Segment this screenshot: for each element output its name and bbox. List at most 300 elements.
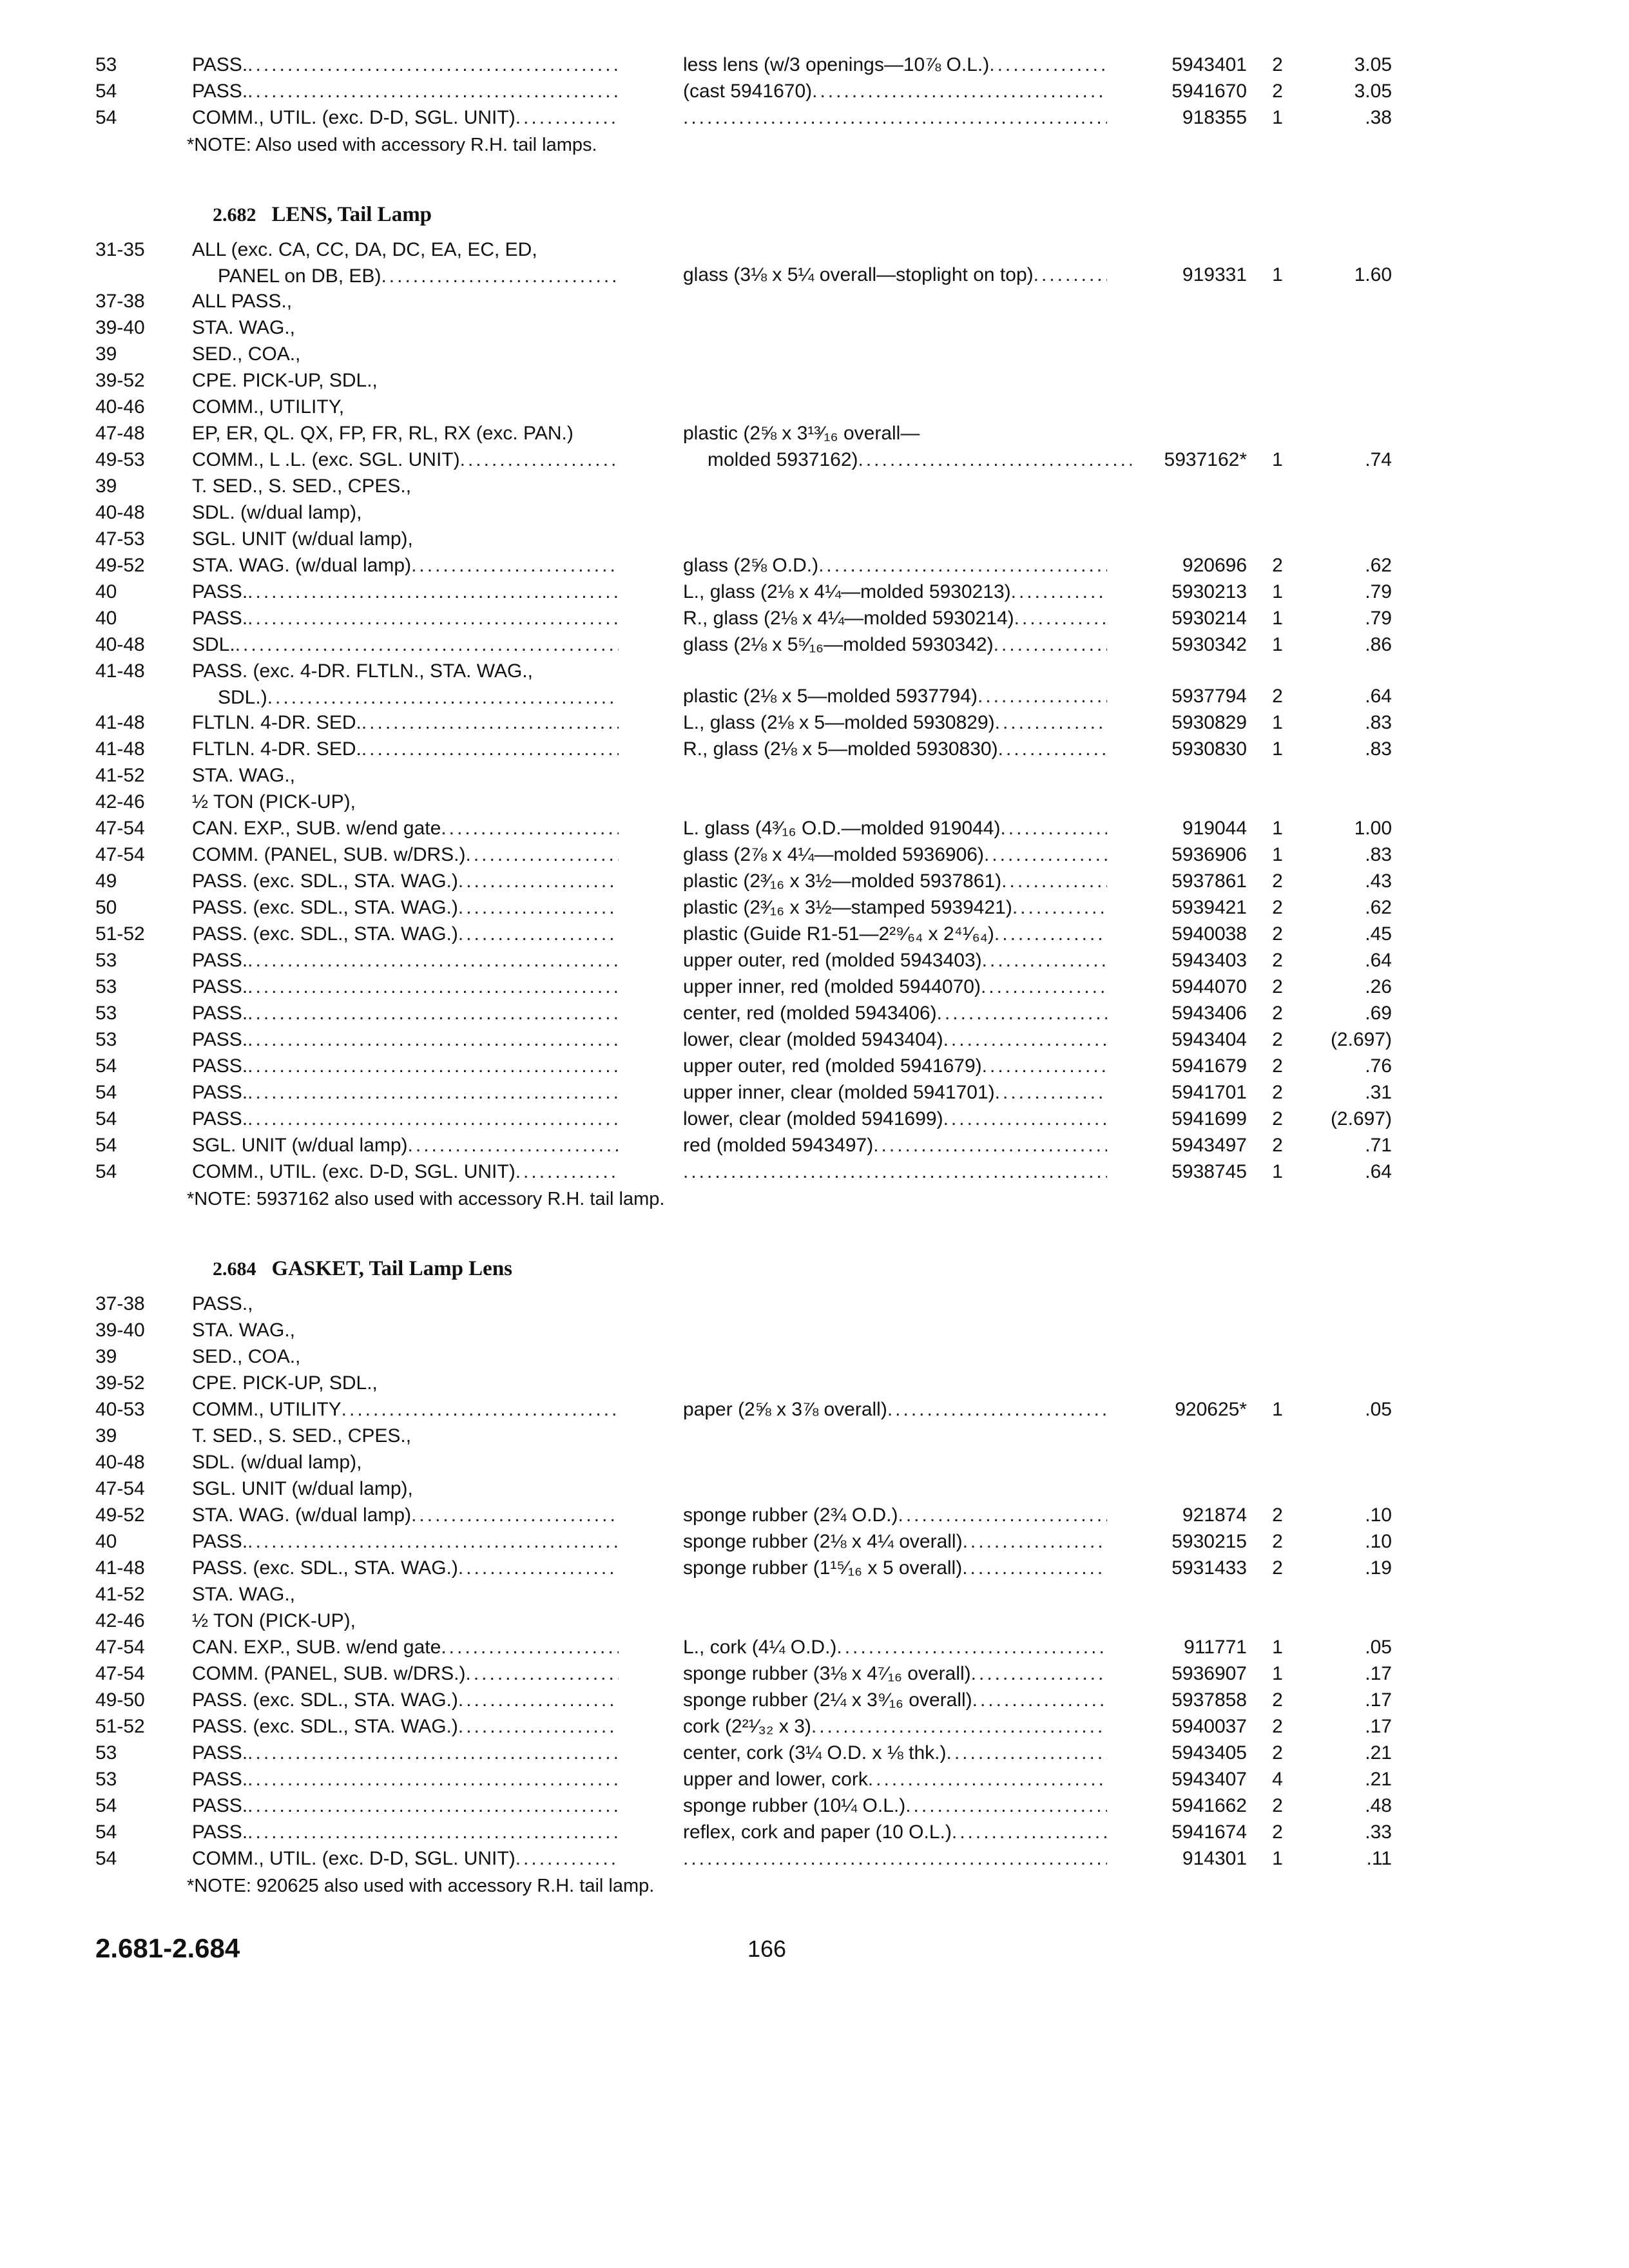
description-text: plastic (2³⁄₁₆ x 3½—molded 5937861) — [683, 870, 1002, 892]
dot-leader — [873, 1132, 1107, 1158]
description-text: less lens (w/3 openings—10⅞ O.L.) — [683, 54, 990, 75]
dot-leader — [516, 1845, 619, 1872]
part-number: 919331 — [1182, 264, 1247, 285]
dot-leader — [994, 921, 1107, 947]
model-line: PASS. (exc. SDL., STA. WAG.) — [192, 1689, 458, 1711]
model-years: 41-48 — [95, 660, 145, 682]
dot-leader — [465, 841, 619, 868]
dot-leader — [1034, 262, 1107, 288]
model-applications — [192, 1792, 619, 1819]
model-line: COMM., UTILITY, — [192, 396, 345, 418]
description-text: molded 5937162) — [708, 449, 858, 470]
model-line-leader — [192, 1343, 619, 1370]
model-applications — [192, 709, 619, 736]
model-line: PASS. — [192, 608, 248, 629]
dot-leader — [937, 1000, 1107, 1026]
table-row — [0, 1053, 1629, 1079]
model-line: T. SED., S. SED., CPES., — [192, 1425, 412, 1446]
model-years: 49-52 — [95, 1504, 145, 1526]
description-text: sponge rubber (3⅛ x 4⁷⁄₁₆ overall) — [683, 1663, 971, 1684]
quantity: 4 — [1272, 1769, 1283, 1790]
model-applications — [192, 314, 619, 341]
list-price: .83 — [1365, 712, 1392, 733]
list-price: .11 — [1366, 1848, 1392, 1869]
model-line-leader — [192, 709, 619, 736]
model-line: PASS. — [192, 54, 248, 75]
list-price: .69 — [1365, 1003, 1392, 1024]
model-line-leader — [192, 841, 619, 868]
model-line-2-leader — [192, 263, 619, 289]
list-price: .64 — [1365, 1161, 1392, 1182]
dot-leader — [952, 1819, 1107, 1845]
description-text: L., cork (4¼ O.D.) — [683, 1637, 837, 1658]
model-applications — [192, 1608, 619, 1634]
model-line-leader — [192, 605, 619, 631]
list-price: .21 — [1365, 1769, 1392, 1790]
model-line: PASS. — [192, 1055, 248, 1077]
model-line: PASS. (exc. SDL., STA. WAG.) — [192, 870, 458, 892]
dot-leader — [247, 1000, 619, 1026]
list-price: 3.05 — [1354, 81, 1392, 102]
table-row — [0, 1634, 1629, 1660]
model-applications — [192, 894, 619, 921]
model-years: 49-52 — [95, 555, 145, 576]
model-years: 54 — [95, 107, 117, 128]
quantity: 2 — [1272, 1055, 1283, 1077]
dot-leader — [247, 1792, 619, 1819]
model-applications — [192, 473, 619, 499]
model-applications — [192, 1581, 619, 1608]
description-text: L. glass (4³⁄₁₆ O.D.—molded 919044) — [683, 818, 1001, 839]
model-years: 47-48 — [95, 423, 145, 444]
list-price: .05 — [1365, 1399, 1392, 1420]
model-years: 51-52 — [95, 923, 145, 945]
part-description — [683, 894, 1107, 921]
dot-leader — [943, 1106, 1107, 1132]
model-applications — [192, 236, 619, 289]
model-years: 53 — [95, 950, 117, 971]
table-row — [0, 367, 1629, 394]
part-number: 5937794 — [1171, 686, 1247, 707]
part-description — [683, 1132, 1107, 1158]
section-title: LENS, Tail Lamp — [271, 203, 432, 226]
dot-leader — [981, 974, 1107, 1000]
dot-leader — [978, 683, 1107, 709]
model-years: 41-52 — [95, 765, 145, 786]
model-years: 41-52 — [95, 1584, 145, 1605]
table-row — [0, 1819, 1629, 1845]
description-text: sponge rubber (2⅛ x 4¼ overall) — [683, 1531, 963, 1552]
model-line: PASS. — [192, 1082, 248, 1103]
section-range-footer: 2.681-2.684 — [95, 1933, 240, 1963]
part-number: 5931433 — [1171, 1557, 1247, 1579]
model-applications — [192, 1713, 619, 1740]
description-text: sponge rubber (2¼ x 3⁹⁄₁₆ overall) — [683, 1689, 972, 1711]
quantity: 2 — [1272, 897, 1283, 918]
part-description — [683, 868, 1107, 894]
quantity: 2 — [1272, 1531, 1283, 1552]
list-price: .62 — [1365, 897, 1392, 918]
table-row — [0, 420, 1629, 447]
model-line-leader — [192, 1502, 619, 1528]
table-row — [0, 1079, 1629, 1106]
quantity: 1 — [1272, 449, 1283, 470]
model-years: 40 — [95, 581, 117, 602]
dot-leader — [683, 1158, 1107, 1185]
model-years: 54 — [95, 81, 117, 102]
model-line-leader — [192, 447, 619, 473]
dot-leader — [235, 631, 619, 658]
section-footnote: *NOTE: 5937162 also used with accessory R.H. tail lamp. — [187, 1189, 665, 1209]
quantity: 2 — [1272, 1557, 1283, 1579]
part-description — [683, 815, 1107, 841]
model-years: 54 — [95, 1848, 117, 1869]
dot-leader — [887, 1396, 1107, 1423]
list-price: .48 — [1365, 1795, 1392, 1816]
part-number: 5940038 — [1171, 923, 1247, 945]
dot-leader — [247, 1026, 619, 1053]
model-line: STA. WAG. (w/dual lamp) — [192, 555, 412, 576]
list-price: .76 — [1365, 1055, 1392, 1077]
model-line: PASS. (exc. SDL., STA. WAG.) — [192, 897, 458, 918]
model-line-leader — [192, 1423, 619, 1449]
model-applications — [192, 1079, 619, 1106]
part-description — [683, 1026, 1107, 1053]
model-years: 40-53 — [95, 1399, 145, 1420]
model-line: ½ TON (PICK-UP), — [192, 1610, 356, 1631]
dot-leader — [458, 1713, 619, 1740]
model-years: 53 — [95, 54, 117, 75]
model-line-leader — [192, 579, 619, 605]
dot-leader — [905, 1792, 1107, 1819]
part-number: 5943401 — [1171, 54, 1247, 75]
description-text: sponge rubber (10¼ O.L.) — [683, 1795, 906, 1816]
part-number: 5943403 — [1171, 950, 1247, 971]
model-applications — [192, 1475, 619, 1502]
table-row — [0, 78, 1629, 104]
model-years: 54 — [95, 1821, 117, 1843]
model-line: SDL. (w/dual lamp), — [192, 502, 362, 523]
quantity: 2 — [1272, 81, 1283, 102]
quantity: 2 — [1272, 555, 1283, 576]
model-line: FLTLN. 4-DR. SED. — [192, 738, 361, 760]
model-line: PASS. — [192, 1108, 248, 1129]
model-line-leader — [192, 1713, 619, 1740]
list-price: .79 — [1365, 581, 1392, 602]
description-text: upper inner, red (molded 5944070) — [683, 976, 981, 997]
part-number: 5940037 — [1171, 1716, 1247, 1737]
model-years: 47-53 — [95, 528, 145, 550]
model-line-leader — [192, 1000, 619, 1026]
model-applications — [192, 1396, 619, 1423]
table-row — [0, 1581, 1629, 1608]
part-description — [683, 1555, 1107, 1581]
dot-leader — [247, 1106, 619, 1132]
quantity: 2 — [1272, 950, 1283, 971]
model-years: 54 — [95, 1795, 117, 1816]
list-price: .43 — [1365, 870, 1392, 892]
list-price: .74 — [1365, 449, 1392, 470]
model-line-leader — [192, 631, 619, 658]
model-line-leader — [192, 1581, 619, 1608]
model-years: 39-52 — [95, 370, 145, 391]
quantity: 1 — [1272, 818, 1283, 839]
part-description — [683, 579, 1107, 605]
table-row — [0, 1687, 1629, 1713]
part-description — [683, 447, 1132, 473]
model-line: PASS., — [192, 1293, 253, 1314]
part-number: 5943404 — [1171, 1029, 1247, 1050]
part-description — [683, 1106, 1107, 1132]
description-text: glass (2⅛ x 5⁵⁄₁₆—molded 5930342) — [683, 634, 994, 655]
part-number: 5941701 — [1171, 1082, 1247, 1103]
dot-leader — [411, 552, 619, 579]
model-applications — [192, 1026, 619, 1053]
part-description — [683, 1766, 1107, 1792]
dot-leader — [361, 736, 619, 762]
model-line: STA. WAG., — [192, 765, 296, 786]
model-line-leader — [192, 104, 619, 131]
table-row — [0, 288, 1629, 314]
description-text: R., glass (2⅛ x 5—molded 5930830) — [683, 738, 998, 760]
model-years: 53 — [95, 976, 117, 997]
part-description — [683, 1845, 1107, 1872]
list-price: (2.697) — [1330, 1029, 1392, 1050]
dot-leader — [381, 263, 619, 289]
model-years: 49-53 — [95, 449, 145, 470]
model-line-leader — [192, 1845, 619, 1872]
part-number: 5941662 — [1171, 1795, 1247, 1816]
dot-leader — [458, 1555, 619, 1581]
list-price: .17 — [1365, 1663, 1392, 1684]
dot-leader — [247, 1528, 619, 1555]
model-years: 39 — [95, 343, 117, 365]
model-line: PASS. — [192, 1531, 248, 1552]
part-number: 5937861 — [1171, 870, 1247, 892]
description-text: L., glass (2⅛ x 5—molded 5930829) — [683, 712, 995, 733]
part-description — [683, 631, 1107, 658]
dot-leader — [994, 631, 1107, 658]
model-line: ½ TON (PICK-UP), — [192, 791, 356, 812]
table-row — [0, 1475, 1629, 1502]
model-years: 39-40 — [95, 317, 145, 338]
quantity: 2 — [1272, 1108, 1283, 1129]
description-text: lower, clear (molded 5943404) — [683, 1029, 943, 1050]
table-row — [0, 236, 1629, 288]
dot-leader — [1011, 579, 1107, 605]
model-applications — [192, 52, 619, 78]
list-price: .86 — [1365, 634, 1392, 655]
dot-leader — [247, 579, 619, 605]
model-applications — [192, 1000, 619, 1026]
part-number: 5941679 — [1171, 1055, 1247, 1077]
quantity: 1 — [1272, 844, 1283, 865]
model-years: 40 — [95, 608, 117, 629]
list-price: 3.05 — [1354, 54, 1392, 75]
model-line-leader — [192, 394, 619, 420]
section-footnote: *NOTE: Also used with accessory R.H. tail lamps. — [187, 135, 597, 155]
dot-leader — [972, 1687, 1107, 1713]
table-row — [0, 499, 1629, 526]
dot-leader — [962, 1555, 1107, 1581]
table-row — [0, 658, 1629, 709]
dot-leader — [516, 104, 619, 131]
dot-leader — [812, 78, 1107, 104]
model-applications — [192, 1449, 619, 1475]
dot-leader — [247, 52, 619, 78]
model-years: 54 — [95, 1135, 117, 1156]
dot-leader — [995, 709, 1107, 736]
part-number: 919044 — [1182, 818, 1247, 839]
dot-leader — [989, 52, 1107, 78]
part-number: 5939421 — [1171, 897, 1247, 918]
model-applications — [192, 605, 619, 631]
model-applications — [192, 1555, 619, 1581]
list-price: 1.60 — [1354, 264, 1392, 285]
list-price: .10 — [1365, 1504, 1392, 1526]
dot-leader — [1014, 605, 1107, 631]
dot-leader — [995, 1079, 1107, 1106]
dot-leader — [247, 1079, 619, 1106]
description-text: glass (2⅝ O.D.) — [683, 555, 819, 576]
part-number: 5943497 — [1171, 1135, 1247, 1156]
model-line-leader — [192, 947, 619, 974]
model-years: 40-48 — [95, 634, 145, 655]
part-number: 5937858 — [1171, 1689, 1247, 1711]
list-price: .17 — [1365, 1689, 1392, 1711]
quantity: 1 — [1272, 264, 1283, 285]
quantity: 1 — [1272, 1848, 1283, 1869]
description-text: paper (2⅝ x 3⅞ overall) — [683, 1399, 887, 1420]
model-line-leader — [192, 762, 619, 789]
part-description — [683, 709, 1107, 736]
description-text: sponge rubber (2¾ O.D.) — [683, 1504, 898, 1526]
model-line-leader — [192, 1555, 619, 1581]
model-applications — [192, 631, 619, 658]
model-line: COMM. (PANEL, SUB. w/DRS.) — [192, 844, 466, 865]
dot-leader — [1001, 868, 1107, 894]
quantity: 2 — [1272, 976, 1283, 997]
model-years: 41-48 — [95, 738, 145, 760]
dot-leader — [963, 1528, 1107, 1555]
model-line-leader — [192, 1608, 619, 1634]
model-line: COMM., UTILITY — [192, 1399, 342, 1420]
list-price: .21 — [1365, 1742, 1392, 1763]
quantity: 1 — [1272, 581, 1283, 602]
model-line-2: PANEL on DB, EB) — [218, 265, 381, 287]
table-row — [0, 104, 1629, 131]
quantity: 2 — [1272, 1029, 1283, 1050]
part-description — [683, 1053, 1107, 1079]
table-row — [0, 52, 1629, 78]
model-line: PASS. — [192, 976, 248, 997]
part-description — [683, 78, 1107, 104]
table-row — [0, 1370, 1629, 1396]
model-line-leader — [192, 1132, 619, 1158]
table-row — [0, 473, 1629, 499]
model-line-leader — [192, 420, 619, 447]
list-price: .19 — [1365, 1557, 1392, 1579]
model-line: SGL. UNIT (w/dual lamp) — [192, 1135, 408, 1156]
model-line: SED., COA., — [192, 1346, 301, 1367]
model-line-leader — [192, 1158, 619, 1185]
table-row — [0, 1396, 1629, 1423]
model-applications — [192, 78, 619, 104]
model-line-leader — [192, 1766, 619, 1792]
model-years: 47-54 — [95, 1663, 145, 1684]
list-price: .33 — [1365, 1821, 1392, 1843]
quantity: 2 — [1272, 54, 1283, 75]
quantity: 1 — [1272, 1637, 1283, 1658]
quantity: 2 — [1272, 870, 1283, 892]
section-heading — [213, 1254, 512, 1283]
section-number: 2.684 — [213, 1258, 256, 1280]
model-line: PASS. — [192, 1029, 248, 1050]
table-row — [0, 947, 1629, 974]
model-line-leader — [192, 1396, 619, 1423]
model-years: 39 — [95, 476, 117, 497]
list-price: .31 — [1365, 1082, 1392, 1103]
dot-leader — [683, 1845, 1107, 1872]
model-years: 47-54 — [95, 1478, 145, 1499]
dot-leader — [858, 447, 1132, 473]
model-line: ALL PASS., — [192, 291, 293, 312]
part-number: 5930214 — [1171, 608, 1247, 629]
list-price: .62 — [1365, 555, 1392, 576]
part-description — [683, 1396, 1107, 1423]
model-line: COMM., UTIL. (exc. D-D, SGL. UNIT) — [192, 1848, 516, 1869]
description-text: upper inner, clear (molded 5941701) — [683, 1082, 995, 1103]
model-applications — [192, 1687, 619, 1713]
quantity: 2 — [1272, 1795, 1283, 1816]
model-applications — [192, 1158, 619, 1185]
page-number: 166 — [747, 1936, 787, 1962]
list-price: .26 — [1365, 976, 1392, 997]
model-applications — [192, 367, 619, 394]
model-applications — [192, 974, 619, 1000]
part-description — [683, 1687, 1107, 1713]
dot-leader — [247, 1740, 619, 1766]
part-description — [683, 1634, 1107, 1660]
model-applications — [192, 104, 619, 131]
model-years: 40 — [95, 1531, 117, 1552]
quantity: 1 — [1272, 634, 1283, 655]
part-number: 921874 — [1182, 1504, 1247, 1526]
model-applications — [192, 1528, 619, 1555]
list-price: .64 — [1365, 686, 1392, 707]
quantity: 2 — [1272, 686, 1283, 707]
model-line: PASS. — [192, 1821, 248, 1843]
part-description — [683, 736, 1107, 762]
table-row — [0, 631, 1629, 658]
model-line: STA. WAG. (w/dual lamp) — [192, 1504, 412, 1526]
quantity: 1 — [1272, 1663, 1283, 1684]
model-years: 42-46 — [95, 791, 145, 812]
model-applications — [192, 499, 619, 526]
table-row — [0, 868, 1629, 894]
model-line-leader — [192, 367, 619, 394]
dot-leader — [898, 1502, 1107, 1528]
model-line: SGL. UNIT (w/dual lamp), — [192, 1478, 413, 1499]
model-line-1: ALL (exc. CA, CC, DA, DC, EA, EC, ED, — [192, 239, 537, 260]
table-row — [0, 394, 1629, 420]
table-row — [0, 921, 1629, 947]
model-line: CPE. PICK-UP, SDL., — [192, 1372, 378, 1394]
model-applications — [192, 815, 619, 841]
dot-leader — [247, 1819, 619, 1845]
model-applications — [192, 447, 619, 473]
model-years: 41-48 — [95, 712, 145, 733]
